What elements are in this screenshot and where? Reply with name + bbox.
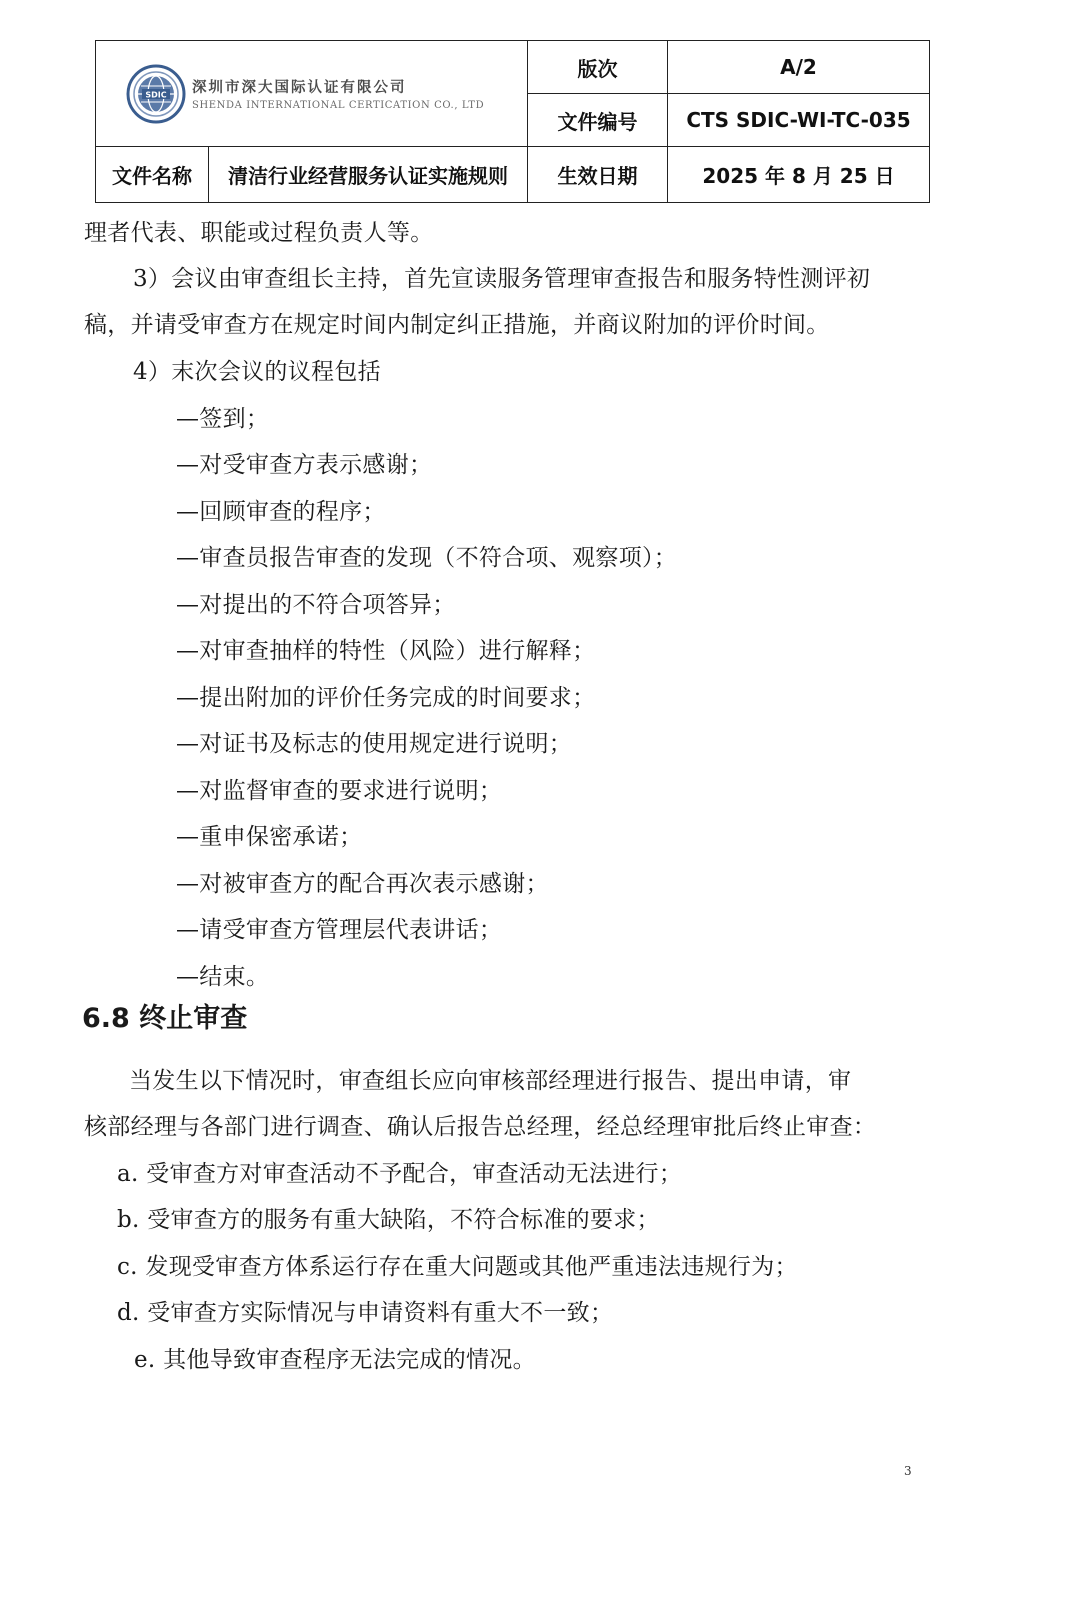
agenda-item: —对提出的不符合项答异； [176, 592, 456, 618]
continued-text: 理者代表、职能或过程负责人等。 [84, 220, 434, 246]
company-logo-icon [126, 64, 186, 124]
company-name-en: SHENDA INTERNATIONAL CERTICATION CO., LTD [192, 100, 485, 111]
document-name-label: 文件名称 [96, 147, 209, 203]
logo-text: SDIC [145, 90, 167, 99]
condition-item: a. 受审查方对审查活动不予配合，审查活动无法进行； [117, 1161, 683, 1187]
agenda-item: —重申保密承诺； [176, 824, 363, 850]
agenda-item: —签到； [176, 406, 270, 432]
agenda-item: —对证书及标志的使用规定进行说明； [176, 731, 573, 757]
intro-line-2: 核部经理与各部门进行调查、确认后报告总经理，经总经理审批后终止审查： [84, 1114, 877, 1140]
document-number-value: CTS SDIC-WI-TC-035 [668, 94, 930, 147]
agenda-item: —回顾审查的程序； [176, 499, 386, 525]
condition-item: b. 受审查方的服务有重大缺陷，不符合标准的要求； [117, 1207, 660, 1233]
condition-item: d. 受审查方实际情况与申请资料有重大不一致； [117, 1300, 614, 1326]
document-number-label: 文件编号 [528, 94, 668, 147]
paragraph-3-line-2: 稿，并请受审查方在规定时间内制定纠正措施，并商议附加的评价时间。 [84, 312, 830, 338]
paragraph-4: 4）末次会议的议程包括 [133, 359, 381, 385]
condition-item: c. 发现受审查方体系运行存在重大问题或其他严重违法违规行为； [117, 1254, 798, 1280]
page-number: 3 [904, 1464, 912, 1478]
intro-line-1: 当发生以下情况时，审查组长应向审核部经理进行报告、提出申请，审 [129, 1068, 852, 1094]
company-name-cn: 深圳市深大国际认证有限公司 [192, 80, 407, 96]
agenda-item: —对审查抽样的特性（风险）进行解释； [176, 638, 596, 664]
agenda-item: —对监督审查的要求进行说明； [176, 778, 503, 804]
agenda-item: —对受审查方表示感谢； [176, 452, 433, 478]
section-heading: 6.8 终止审查 [82, 1003, 248, 1034]
paragraph-3-line-1: 3）会议由审查组长主持，首先宣读服务管理审查报告和服务特性测评初 [133, 266, 871, 292]
agenda-item: —审查员报告审查的发现（不符合项、观察项）； [176, 545, 678, 571]
version-label: 版次 [528, 41, 668, 94]
effective-date-label: 生效日期 [528, 147, 668, 203]
agenda-item: —对被审查方的配合再次表示感谢； [176, 871, 549, 897]
version-value: A/2 [668, 41, 930, 94]
document-header-table [95, 40, 930, 203]
agenda-item: —结束。 [176, 964, 270, 990]
agenda-item: —请受审查方管理层代表讲话； [176, 917, 503, 943]
effective-date-value: 2025 年 8 月 25 日 [668, 147, 930, 203]
condition-item: e. 其他导致审查程序无法完成的情况。 [134, 1347, 536, 1373]
company-logo-cell [96, 41, 528, 147]
agenda-item: —提出附加的评价任务完成的时间要求； [176, 685, 596, 711]
document-name-value: 清洁行业经营服务认证实施规则 [209, 147, 528, 203]
